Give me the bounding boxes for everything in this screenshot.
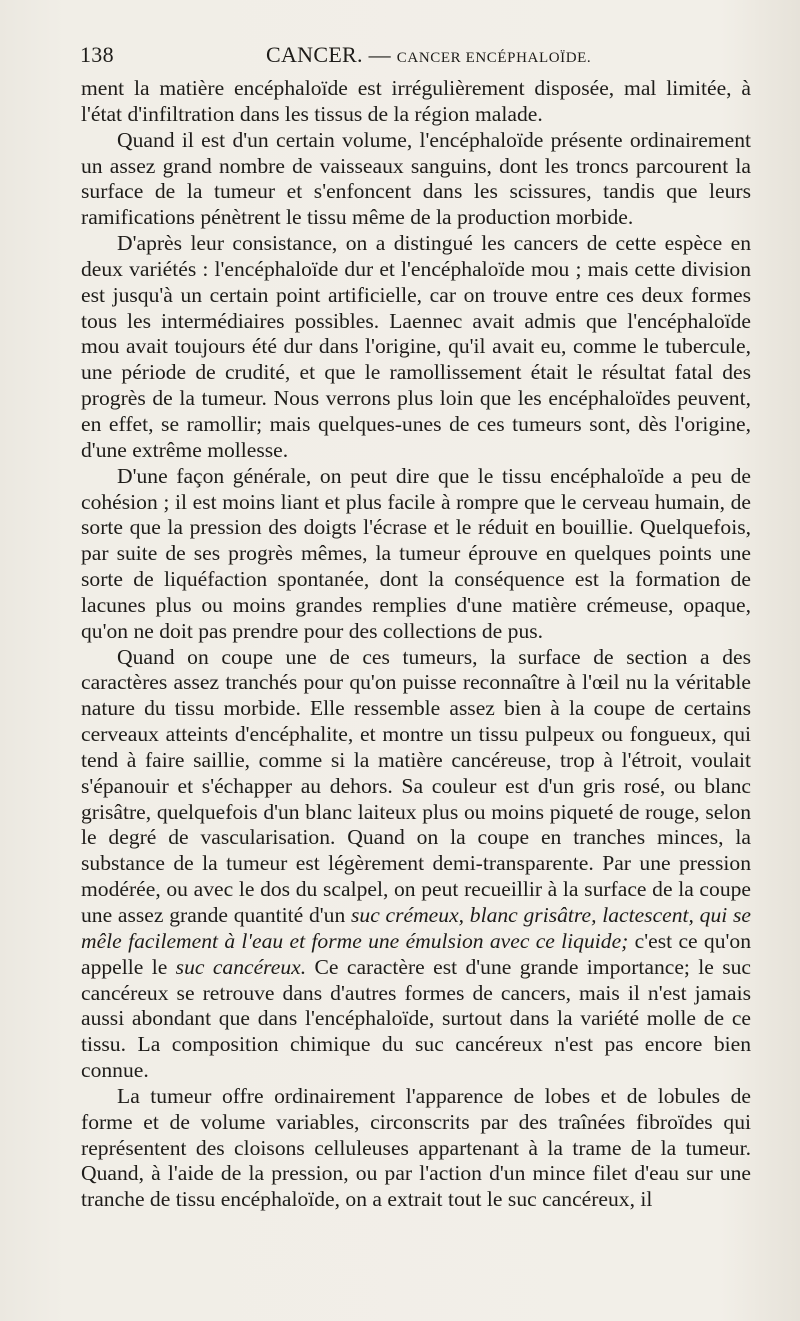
paragraph-consistency: D'après leur consistance, on a distingué les cancers de cette espèce en deux variétés : l'encéphaloïde dur et l'encéphaloïde mou ; mais cette division est jusqu'à un certain point artificielle, car on trouve entre ces deux formes tous les intermédiaires possibles. Laennec avait admis que l'encéphaloïde mou avait toujours été dur dans l'origine, qu'il avait eu, comme le tubercule, une période de crudité, et que le ramollissement était le résultat fatal des progrès de la tumeur. Nous verrons plus loin que les encéphaloïdes peuvent, en effet, se ramollir; mais quelques-unes de ces tumeurs sont, dès l'origine, d'une extrême mollesse. — [81, 231, 751, 462]
paragraph-cohesion: D'une façon générale, on peut dire que le tissu encéphaloïde a peu de cohésion ; il est moins liant et plus facile à rompre que le cerveau humain, de sorte que la pression des doigts l'écrase et le réduit en bouillie. Quelquefois, par suite de ses progrès mêmes, la tumeur éprouve en quelques points une sorte de liquéfaction spontanée, dont la conséquence est la formation de lacunes plus ou moins grandes remplies d'une matière crémeuse, opaque, qu'on ne doit pas prendre pour des collections de pus. — [81, 463, 751, 643]
paragraph-continued: ment la matière encéphaloïde est irrégulièrement disposée, mal limitée, à l'état d'infiltration dans les tissus de la région malade. — [81, 76, 751, 126]
italic-segment: suc crémeux, blanc grisâtre, lactescent, qui se mêle facilement à l'eau et forme une émulsion avec ce liquide; — [81, 903, 751, 953]
paragraph-section-surface — [81, 645, 751, 1084]
body-text — [81, 76, 751, 1213]
page-number: 138 — [80, 42, 114, 67]
running-title-sub: CANCER ENCÉPHALOÏDE. — [396, 50, 592, 66]
running-title-main: CANCER. — [266, 42, 363, 67]
running-title — [266, 42, 591, 68]
italic-segment: suc cancéreux. — [175, 954, 307, 979]
text-segment: Ce caractère est d'une grande importance; le suc cancéreux se retrouve dans d'autres formes de cancers, mais il n'est jamais aussi abondant que dans l'encéphaloïde, surtout dans la variété molle de ce tissu. La composition chimique du suc cancéreux n'est pas encore bien connue. — [81, 954, 752, 1083]
paragraph-vessels: Quand il est d'un certain volume, l'encéphaloïde présente ordinairement un assez grand nombre de vaisseaux sanguins, dont les troncs parcourent la surface de la tumeur et s'enfoncent dans les scissures, tandis que leurs ramifications pénètrent le tissu même de la production morbide. — [81, 127, 751, 230]
text-segment: c'est ce qu'on appelle le — [81, 928, 751, 979]
page-header — [80, 42, 750, 72]
paragraph-lobes: La tumeur offre ordinairement l'apparence de lobes et de lobules de forme et de volume variables, circonscrits par des traînées fibroïdes qui représentent des cloisons celluleuses appartenant à la trame de la tumeur. Quand, à l'aide de la pression, ou par l'action d'un mince filet d'eau sur une tranche de tissu encéphaloïde, on a extrait tout le suc cancéreux, il — [81, 1083, 751, 1212]
running-title-dash: — — [368, 42, 391, 67]
text-segment: Quand on coupe une de ces tumeurs, la surface de section a des caractères assez tranchés pour qu'on puisse reconnaître à l'œil nu la véritable nature du tissu morbide. Elle ressemble assez bien à la coupe de certains cerveaux atteints d'encéphalite, et montre un tissu pulpeux ou fongueux, qui tend à faire saillie, comme si la matière cancéreuse, trop à l'étroit, voulait s'épanouir et s'échapper au dehors. Sa couleur est d'un gris rosé, ou blanc grisâtre, quelquefois d'un blanc laiteux plus ou moins piqueté de rouge, selon le degré de vascularisation. Quand on la coupe en tranches minces, la substance de la tumeur est légèrement demi-transparente. Par une pression modérée, ou avec le dos du scalpel, on peut recueillir à la surface de la coupe une assez grande quantité d'un — [81, 644, 751, 927]
